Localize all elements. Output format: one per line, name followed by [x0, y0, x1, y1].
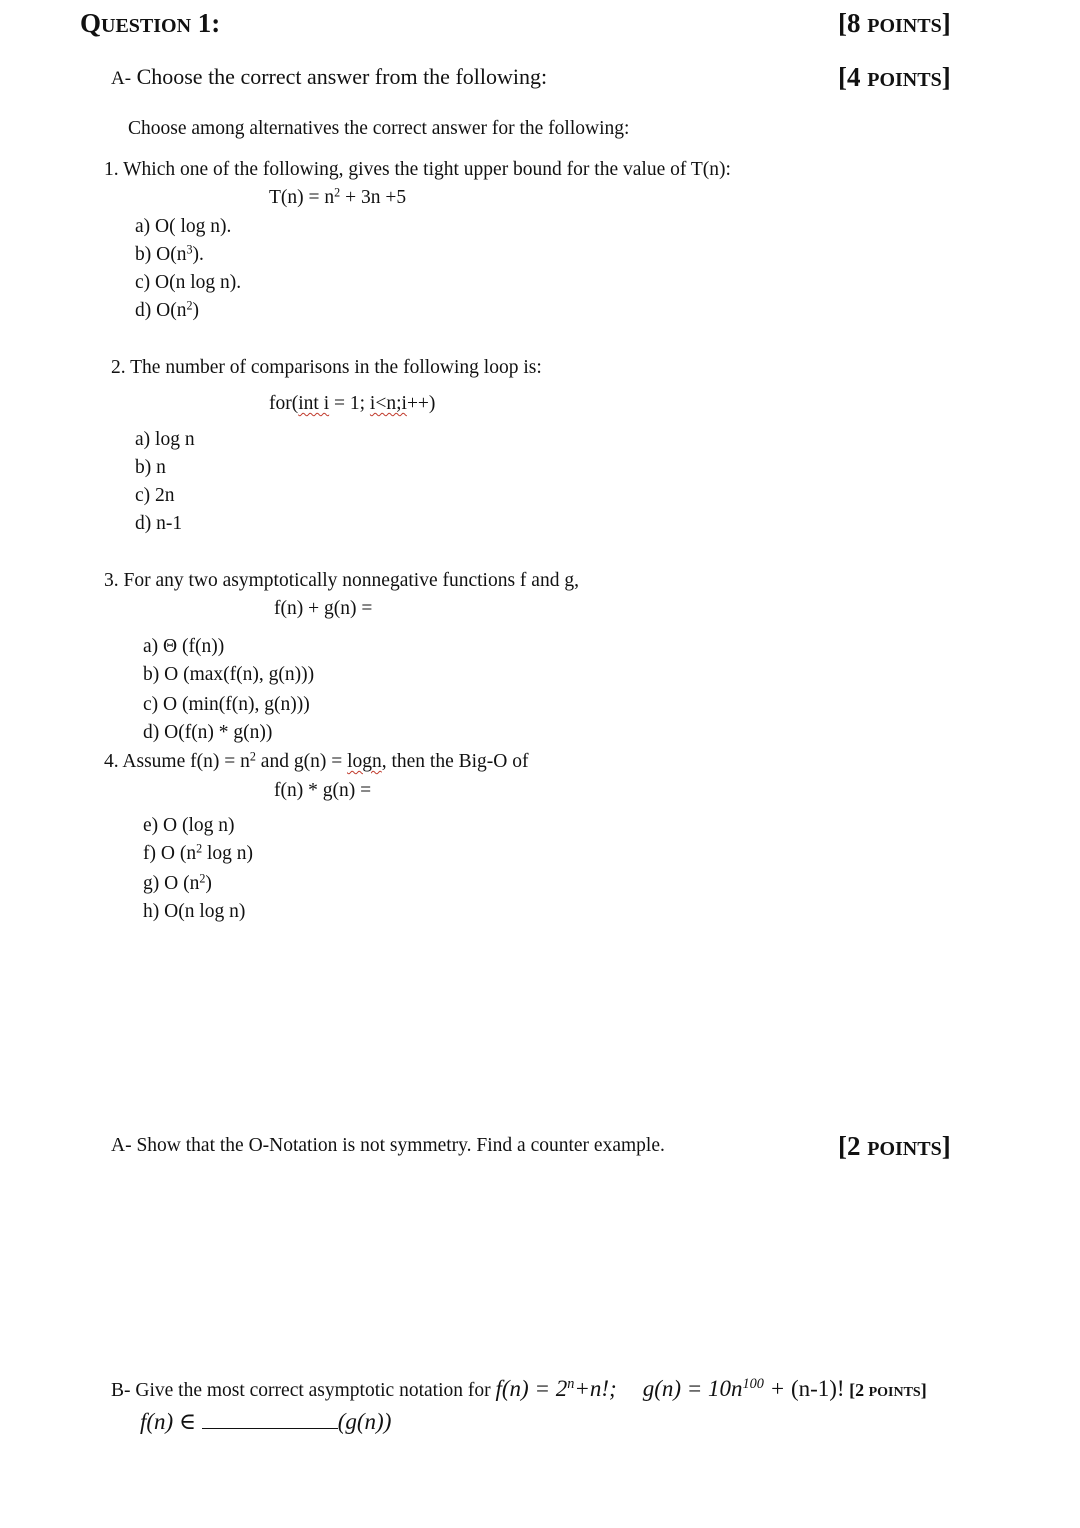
option-text: a) O( log n).	[135, 216, 232, 237]
code-part-spellcheck: int i	[298, 393, 330, 414]
option-text: log n)	[202, 843, 254, 864]
q2-option-c[interactable]: c) 2n	[135, 485, 175, 506]
option-text: )	[192, 300, 199, 321]
code-part-spellcheck: i<n;i	[369, 393, 407, 414]
q3-option-d[interactable]: d) O(f(n) * g(n))	[143, 722, 273, 743]
q3-option-a[interactable]: a) Θ (f(n))	[143, 636, 225, 657]
option-text: ).	[192, 244, 204, 265]
question-title-initial: Q	[80, 8, 102, 38]
option-sup: 2	[199, 871, 206, 886]
q2-option-b[interactable]: b) n	[135, 457, 166, 478]
code-part: ++)	[406, 393, 436, 414]
option-text: f) O (n	[143, 843, 197, 864]
q3-formula: f(n) + g(n) =	[274, 598, 373, 619]
option-text: d) O(n	[135, 300, 187, 321]
points-word: POINTS	[867, 15, 942, 37]
question-title-rest: UESTION	[101, 15, 192, 37]
q2-text: 2. The number of comparisons in the following loop is:	[111, 357, 542, 378]
q4-option-g[interactable]	[143, 873, 212, 895]
q1-option-b[interactable]	[135, 244, 204, 266]
f-part: f(n) = 2	[495, 1376, 568, 1401]
q4-text-part: 4. Assume f(n) = n	[104, 751, 250, 772]
q4-option-f[interactable]	[143, 843, 253, 865]
answer-prefix: f(n) ∈	[140, 1409, 202, 1434]
q2-code	[269, 393, 435, 415]
q1-formula-sup: 2	[334, 185, 341, 200]
code-part: for(	[269, 393, 299, 414]
section-b-points	[845, 1380, 927, 1400]
q2-option-d[interactable]: d) n-1	[135, 513, 183, 534]
option-text: e) O (log n)	[143, 815, 235, 836]
q4-text-sup: 2	[249, 749, 256, 764]
q4-text-spellcheck: logn	[347, 751, 382, 772]
answer-blank[interactable]	[202, 1408, 338, 1429]
section-a2-points	[838, 1131, 951, 1162]
q1-formula-part: + 3n +5	[340, 187, 407, 208]
q4-text	[104, 751, 529, 773]
points-word: POINTS	[867, 1138, 942, 1160]
points-close: ]	[941, 1131, 951, 1161]
code-part: = 1;	[329, 393, 370, 414]
section-a2-text: A- Show that the O-Notation is not symmetry. Find a counter example.	[111, 1135, 665, 1156]
g-part: g(n) = 10n	[642, 1376, 743, 1401]
g-part-factorial: (n-1)!	[790, 1376, 845, 1401]
question-title	[80, 8, 220, 39]
q4-option-e[interactable]	[143, 815, 235, 837]
section-a-points	[838, 62, 951, 93]
section-b-text-part: B- Give the most correct asymptotic notation for	[111, 1380, 496, 1401]
section-a-instruction: Choose among alternatives the correct answer for the following:	[128, 118, 630, 139]
q4-text-part: , then the Big-O of	[381, 751, 529, 772]
section-b-text	[111, 1376, 927, 1402]
q4-text-part: and g(n) =	[255, 751, 348, 772]
q2-option-a[interactable]: a) log n	[135, 429, 195, 450]
q3-option-b[interactable]: b) O (max(f(n), g(n)))	[143, 664, 315, 685]
g-part: +	[763, 1376, 791, 1401]
points-word: POINTS	[867, 69, 942, 91]
answer-suffix: (g(n))	[337, 1409, 392, 1434]
f-sup: n	[567, 1376, 575, 1393]
option-text: b) O(n	[135, 244, 187, 265]
g-definition	[643, 1376, 791, 1401]
points-open: [4	[838, 62, 868, 92]
f-definition	[496, 1376, 617, 1401]
section-b-answer	[140, 1408, 391, 1435]
points-open: [2	[844, 1380, 869, 1400]
g-sup: 100	[742, 1376, 764, 1393]
q1-option-c[interactable]	[135, 272, 241, 294]
points-close: ]	[920, 1380, 927, 1400]
q1-option-a[interactable]	[135, 216, 231, 238]
section-a-prefix: A-	[111, 68, 132, 89]
option-sup: 3	[186, 242, 193, 257]
question-points	[838, 8, 951, 39]
q1-text: 1. Which one of the following, gives the tight upper bound for the value of T(n):	[104, 159, 731, 180]
q3-option-c[interactable]: c) O (min(f(n), g(n)))	[143, 694, 310, 715]
option-text: h) O(n log n)	[143, 901, 246, 922]
q4-option-h[interactable]	[143, 901, 245, 923]
q1-formula	[269, 187, 406, 209]
option-sup: 2	[196, 841, 203, 856]
points-open: [8	[838, 8, 868, 38]
option-text: c) O(n log n).	[135, 272, 242, 293]
f-part: +n!;	[574, 1376, 617, 1401]
section-a-title-text: Choose the correct answer from the following:	[131, 64, 548, 89]
points-word: POINTS	[868, 1385, 921, 1400]
points-close: ]	[941, 8, 951, 38]
q3-text: 3. For any two asymptotically nonnegative functions f and g,	[104, 570, 579, 591]
option-text: )	[205, 873, 212, 894]
q1-option-d[interactable]	[135, 300, 199, 322]
question-number: 1:	[191, 8, 221, 38]
q4-formula: f(n) * g(n) =	[274, 780, 372, 801]
points-open: [2	[838, 1131, 868, 1161]
points-close: ]	[941, 62, 951, 92]
section-a-title	[111, 64, 547, 90]
option-sup: 2	[186, 298, 193, 313]
q1-formula-part: T(n) = n	[269, 187, 335, 208]
option-text: g) O (n	[143, 873, 200, 894]
